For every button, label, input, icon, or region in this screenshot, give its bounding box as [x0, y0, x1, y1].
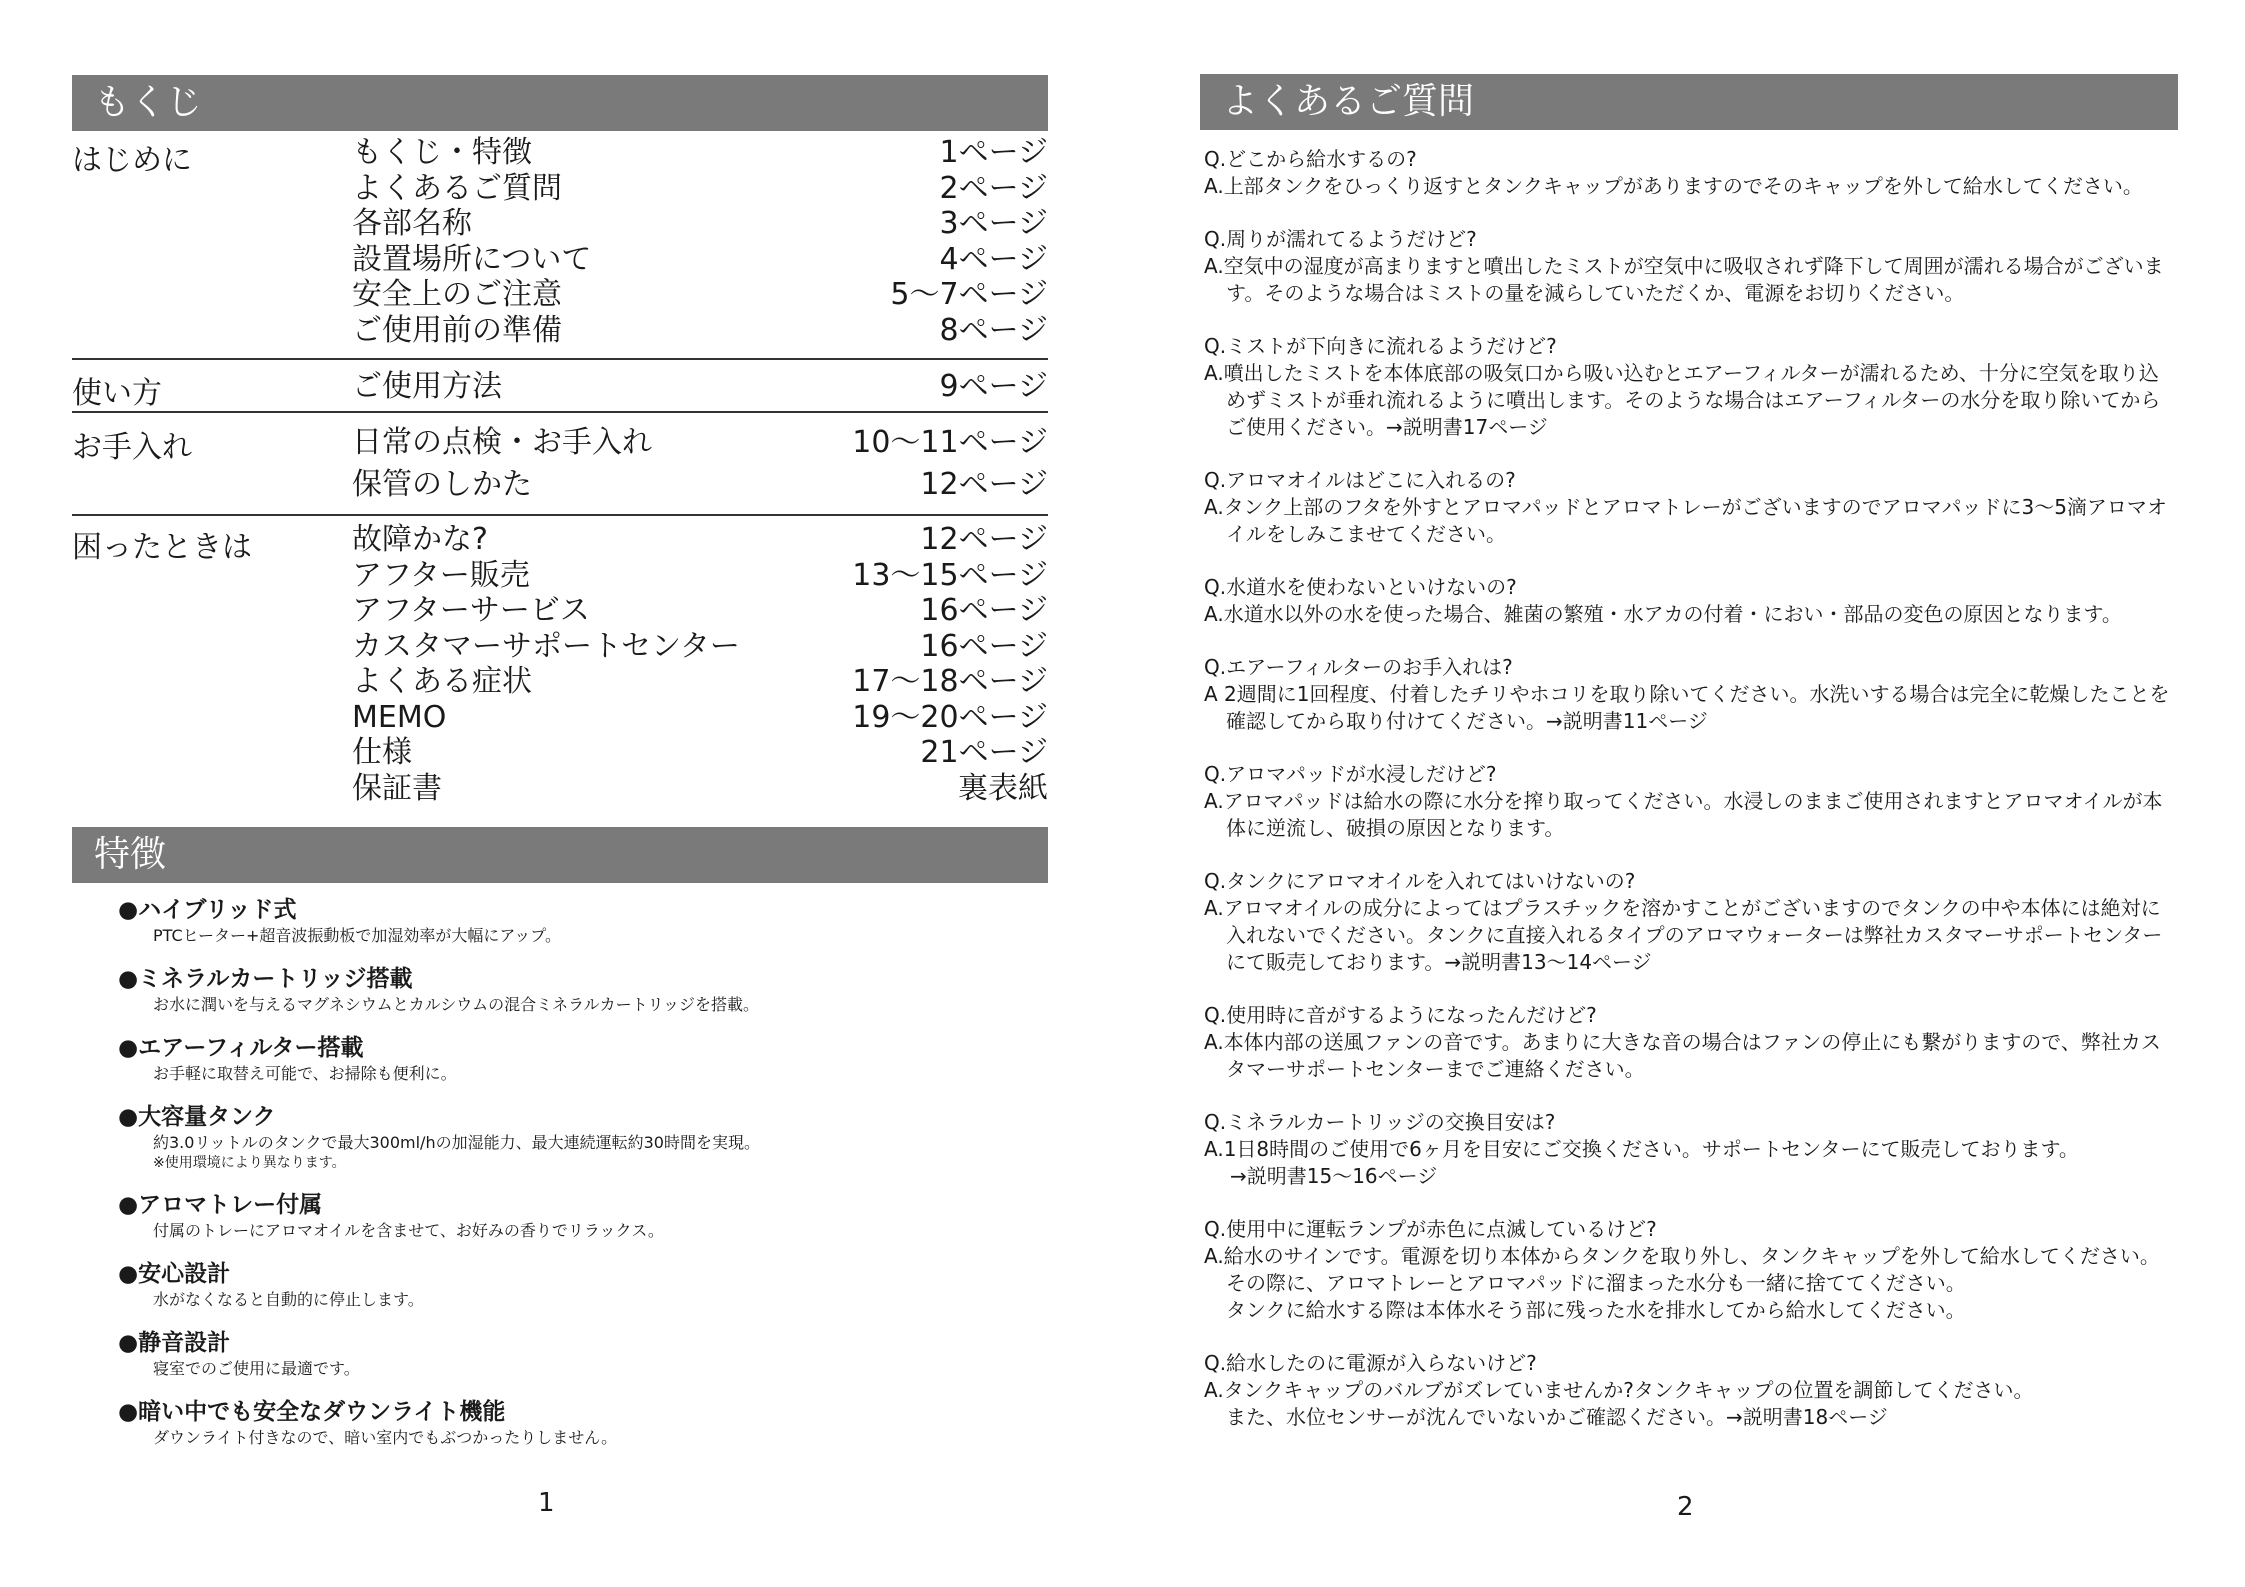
toc-category: お手入れ	[72, 430, 192, 465]
toc-item-title: よくある症状	[352, 664, 532, 699]
toc-item-page: 4ページ	[939, 241, 1048, 277]
table-of-contents	[72, 135, 1048, 806]
features-list	[118, 895, 1018, 1466]
feature-title: ●大容量タンク	[118, 1104, 276, 1130]
page-number: 2	[1677, 1492, 1694, 1522]
toc-item-page: 17〜18ページ	[852, 664, 1048, 699]
toc-section-usage	[72, 360, 1048, 413]
faq-question: Q.アロマオイルはどこに入れるの?	[1204, 468, 1516, 492]
features-title: 特徴	[94, 834, 167, 875]
toc-row[interactable]	[352, 242, 1048, 278]
faq-item	[1204, 1109, 2174, 1190]
feature-desc: 水がなくなると自動的に停止します。	[153, 1290, 424, 1309]
faq-question: Q.タンクにアロマオイルを入れてはいけないの?	[1204, 869, 1636, 893]
faq-question: Q.アロマパッドが水浸しだけど?	[1204, 762, 1497, 786]
toc-item-title: 保証書	[352, 770, 442, 806]
toc-item-page: 12ページ	[920, 467, 1048, 502]
page-number: 1	[538, 1488, 555, 1518]
toc-title: もくじ	[94, 82, 203, 123]
toc-item-title: アフター販売	[352, 557, 530, 593]
faq-answer: A.噴出したミストを本体底部の吸気口から吸い込むとエアーフィルターが濡れるため、十分に空気を取り込めずミストが垂れ流れるように噴出します。そのような場合はエアーフィルターの水分を取り除いてからご使用ください。→説明書17ページ	[1204, 361, 2161, 439]
toc-item-page: 16ページ	[920, 593, 1048, 628]
feature-desc: PTCヒーター+超音波振動板で加湿効率が大幅にアップ。	[153, 926, 562, 945]
faq-answer: A.1日8時間のご使用で6ヶ月を目安にご交換ください。サポートセンターにて販売しております。	[1204, 1137, 2079, 1161]
toc-item-title: 日常の点検・お手入れ	[352, 425, 652, 460]
toc-header	[72, 75, 1048, 131]
faq-question: Q.ミネラルカートリッジの交換目安は?	[1204, 1110, 1556, 1134]
toc-category: 困ったときは	[72, 530, 252, 565]
toc-item-page: 10〜11ページ	[852, 425, 1048, 460]
feature-title: ●安心設計	[118, 1261, 231, 1287]
faq-answer: A.タンクキャップのバルブがズレていませんか?タンクキャップの位置を調節してください。	[1204, 1378, 2034, 1402]
faq-answer-continued: →説明書15〜16ページ	[1230, 1164, 1438, 1188]
feature-title: ●エアーフィルター搭載	[118, 1035, 364, 1061]
faq-answer: A 2週間に1回程度、付着したチリやホコリを取り除いてください。水洗いする場合は完全に乾燥したことを確認してから取り付けてください。→説明書11ページ	[1204, 682, 2170, 733]
toc-row[interactable]	[352, 558, 1048, 594]
toc-item-title: ご使用方法	[352, 369, 502, 404]
faq-header	[1200, 74, 2178, 130]
faq-item	[1204, 654, 2174, 735]
feature-item	[118, 1102, 1018, 1173]
feature-desc: 約3.0リットルのタンクで最大300ml/hの加湿能力、最大連続運転約30時間を実現。	[153, 1133, 760, 1152]
toc-item-page: 9ページ	[939, 369, 1048, 404]
toc-row[interactable]	[352, 735, 1048, 771]
faq-list	[1204, 146, 2174, 1457]
faq-question: Q.どこから給水するの?	[1204, 147, 1417, 171]
feature-item	[118, 1397, 1018, 1449]
faq-answer: A.本体内部の送風ファンの音です。あまりに大きな音の場合はファンの停止にも繋がりますので、弊社カスタマーサポートセンターまでご連絡ください。	[1204, 1030, 2161, 1081]
toc-item-page: 16ページ	[920, 628, 1048, 664]
toc-row[interactable]	[352, 135, 1048, 171]
toc-item-title: アフターサービス	[352, 593, 590, 628]
faq-answer: A.上部タンクをひっくり返すとタンクキャップがありますのでそのキャップを外して給水してください。	[1204, 174, 2143, 198]
feature-title: ●ハイブリッド式	[118, 897, 297, 923]
faq-answer: A.給水のサインです。電源を切り本体からタンクを取り外し、タンクキャップを外して給水してください。	[1204, 1244, 2160, 1268]
faq-answer-continued: タンクに給水する際は本体水そう部に残った水を排水してから給水してください。	[1226, 1298, 1966, 1322]
toc-item-title: よくあるご質問	[352, 170, 562, 206]
faq-item	[1204, 761, 2174, 842]
toc-row[interactable]	[352, 422, 1048, 464]
feature-item	[118, 1259, 1018, 1311]
faq-item	[1204, 333, 2174, 441]
features-header	[72, 827, 1048, 883]
faq-answer: A.タンク上部のフタを外すとアロマパッドとアロマトレーがございますのでアロマパッドに3〜5滴アロマオイルをしみこませてください。	[1204, 495, 2167, 546]
feature-desc: 寝室でのご使用に最適です。	[153, 1359, 360, 1378]
feature-desc: ダウンライト付きなので、暗い室内でもぶつかったりしません。	[153, 1428, 618, 1447]
faq-item	[1204, 1216, 2174, 1324]
toc-row[interactable]	[352, 700, 1048, 736]
faq-answer: A.アロマパッドは給水の際に水分を搾り取ってください。水浸しのままご使用されますとアロマオイルが本体に逆流し、破損の原因となります。	[1204, 789, 2163, 840]
toc-item-page: 1ページ	[939, 135, 1048, 170]
toc-section-intro	[72, 135, 1048, 360]
toc-item-page: 13〜15ページ	[852, 557, 1048, 593]
toc-item-title: 設置場所について	[352, 241, 592, 277]
feature-desc: お手軽に取替え可能で、お掃除も便利に。	[153, 1064, 457, 1083]
faq-answer: A.空気中の湿度が高まりますと噴出したミストが空気中に吸収されず降下して周囲が濡れる場合がございます。そのような場合はミストの量を減らしていただくか、電源をお切りください。	[1204, 254, 2164, 305]
toc-item-page: 12ページ	[920, 522, 1048, 557]
faq-title: よくあるご質問	[1222, 81, 1475, 122]
faq-question: Q.使用中に運転ランプが赤色に点滅しているけど?	[1204, 1217, 1657, 1241]
feature-title: ●静音設計	[118, 1330, 231, 1356]
faq-question: Q.ミストが下向きに流れるようだけど?	[1204, 334, 1557, 358]
faq-question: Q.水道水を使わないといけないの?	[1204, 575, 1517, 599]
toc-item-title: 安全上のご注意	[352, 277, 562, 312]
toc-item-title: カスタマーサポートセンター	[352, 628, 740, 664]
toc-row[interactable]	[352, 464, 1048, 506]
faq-question: Q.周りが濡れてるようだけど?	[1204, 227, 1477, 251]
faq-answer: A.水道水以外の水を使った場合、雑菌の繁殖・水アカの付着・におい・部品の変色の原因となります。	[1204, 602, 2122, 626]
feature-note: ※使用環境により異なります。	[153, 1155, 346, 1171]
toc-row[interactable]	[352, 522, 1048, 558]
toc-row[interactable]	[352, 206, 1048, 242]
toc-item-page: 3ページ	[939, 206, 1048, 241]
toc-row[interactable]	[352, 593, 1048, 629]
feature-title: ●暗い中でも安全なダウンライト機能	[118, 1399, 506, 1425]
toc-item-title: もくじ・特徴	[352, 135, 532, 170]
toc-item-title: ご使用前の準備	[352, 312, 562, 348]
toc-item-page: 8ページ	[939, 312, 1048, 348]
faq-item	[1204, 1002, 2174, 1083]
feature-title: ●ミネラルカートリッジ搭載	[118, 966, 413, 992]
feature-desc: お水に潤いを与えるマグネシウムとカルシウムの混合ミネラルカートリッジを搭載。	[153, 995, 760, 1014]
feature-desc: 付属のトレーにアロマオイルを含ませて、お好みの香りでリラックス。	[153, 1221, 664, 1240]
toc-row[interactable]	[352, 664, 1048, 700]
toc-row[interactable]	[352, 171, 1048, 207]
toc-item-page: 5〜7ページ	[890, 277, 1048, 312]
toc-item-title: 故障かな?	[352, 522, 488, 557]
toc-item-page: 裏表紙	[958, 770, 1048, 806]
toc-row[interactable]	[352, 313, 1048, 349]
toc-category: はじめに	[72, 143, 192, 178]
toc-item-title: 保管のしかた	[352, 467, 532, 502]
left-page	[0, 0, 1122, 1587]
toc-category: 使い方	[72, 376, 162, 411]
faq-answer: A.アロマオイルの成分によってはプラスチックを溶かすことがございますのでタンクの中や本体には絶対に入れないでください。タンクに直接入れるタイプのアロマウォーターは弊社カスタマーサポートセンターにて販売しております。→説明書13〜14ページ	[1204, 896, 2163, 974]
toc-item-page: 21ページ	[920, 735, 1048, 770]
toc-row[interactable]	[352, 277, 1048, 313]
toc-row[interactable]	[352, 771, 1048, 807]
faq-item	[1204, 1350, 2174, 1431]
toc-item-title: 仕様	[352, 735, 412, 770]
feature-item	[118, 964, 1018, 1016]
feature-title: ●アロマトレー付属	[118, 1192, 323, 1218]
faq-question: Q.給水したのに電源が入らないけど?	[1204, 1351, 1537, 1375]
feature-item	[118, 895, 1018, 947]
toc-row[interactable]	[352, 629, 1048, 665]
toc-item-page: 19〜20ページ	[852, 699, 1048, 735]
toc-section-care	[72, 413, 1048, 516]
feature-item	[118, 1190, 1018, 1242]
faq-answer-continued: また、水位センサーが沈んでいないかご確認ください。→説明書18ページ	[1226, 1405, 1888, 1429]
faq-item	[1204, 467, 2174, 548]
toc-section-trouble	[72, 516, 1048, 806]
toc-item-page: 2ページ	[939, 170, 1048, 206]
faq-answer-continued: その際に、アロマトレーとアロマパッドに溜まった水分も一緒に捨ててください。	[1226, 1271, 1966, 1295]
toc-item-title: 各部名称	[352, 206, 472, 241]
right-page	[1122, 0, 2245, 1587]
toc-item-title: MEMO	[352, 699, 447, 735]
faq-item	[1204, 868, 2174, 976]
faq-item	[1204, 574, 2174, 628]
feature-item	[118, 1328, 1018, 1380]
faq-item	[1204, 146, 2174, 200]
faq-item	[1204, 226, 2174, 307]
toc-row[interactable]	[352, 368, 1048, 406]
faq-question: Q.使用時に音がするようになったんだけど?	[1204, 1003, 1597, 1027]
faq-question: Q.エアーフィルターのお手入れは?	[1204, 655, 1513, 679]
feature-item	[118, 1033, 1018, 1085]
